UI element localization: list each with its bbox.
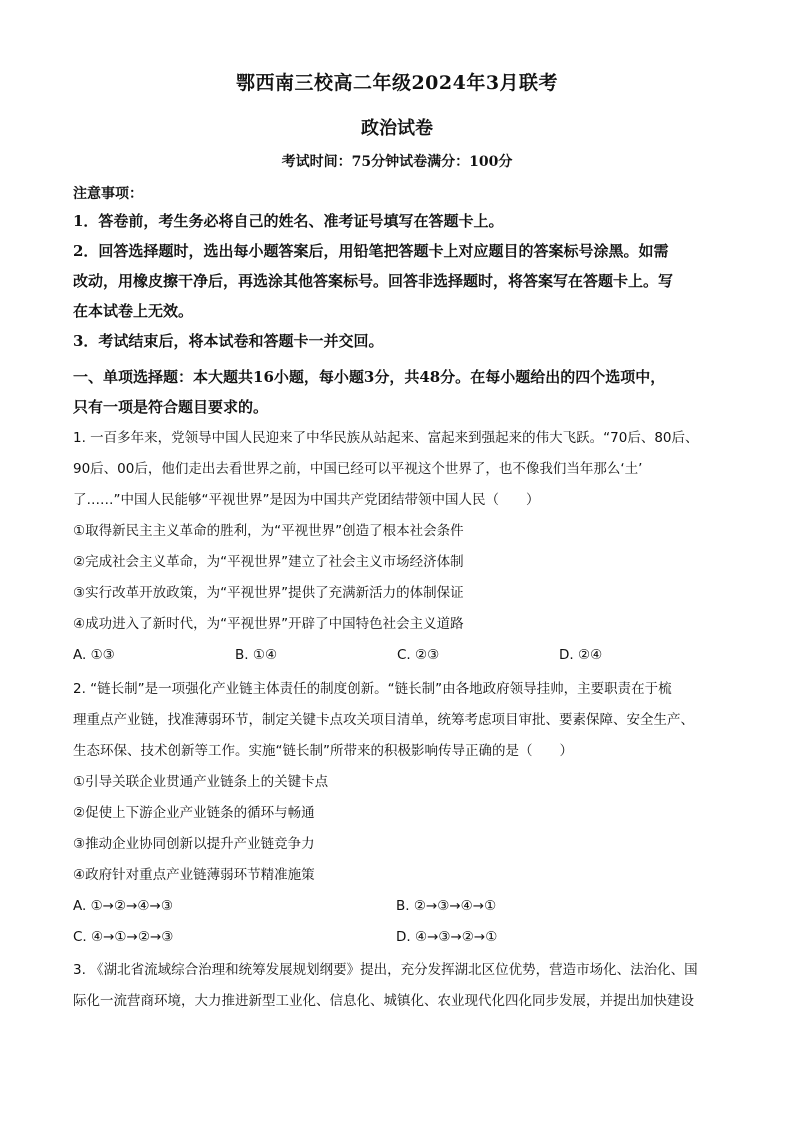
statement: ③实行改革开放政策，为“平视世界”提供了充满新活力的体制保证 — [73, 585, 464, 601]
option-a: A. ①→②→④→③ — [73, 898, 173, 914]
notes-list — [73, 206, 723, 356]
statement: ④政府针对重点产业链薄弱环节精准施策 — [73, 867, 315, 883]
option-c: C. ②③ — [397, 647, 440, 663]
section-heading — [73, 362, 723, 422]
option-b: B. ①④ — [235, 647, 278, 663]
answer-options — [73, 891, 725, 922]
question-3 — [73, 955, 725, 1017]
notes-heading: 注意事项： — [73, 186, 143, 202]
note-line: 3．考试结束后，将本试卷和答题卡一并交回。 — [73, 332, 384, 350]
question-stem-line: 理重点产业链，找准薄弱环节，制定关键卡点攻关项目清单，统筹考虑项目审批、要素保障、安全生产、 — [73, 712, 694, 728]
exam-subject: 政治试卷 — [361, 118, 433, 139]
question-2 — [73, 674, 725, 953]
note-line: 在本试卷上无效。 — [73, 302, 194, 320]
section-heading-line: 只有一项是符合题目要求的。 — [73, 398, 269, 416]
question-stem-line: 生态环保、技术创新等工作。实施“链长制”所带来的积极影响传导正确的是（ ） — [73, 743, 573, 759]
exam-title: 鄂西南三校高二年级2024年3月联考 — [235, 72, 559, 94]
exam-time-and-score: 考试时间：75分钟试卷满分：100分 — [281, 154, 513, 170]
option-b: B. ②→③→④→① — [396, 898, 497, 914]
question-stem-line: 1. 一百多年来，党领导中国人民迎来了中华民族从站起来、富起来到强起来的伟大飞跃。“70后、80后、 — [73, 430, 699, 446]
note-line: 1．答卷前，考生务必将自己的姓名、准考证号填写在答题卡上。 — [73, 212, 504, 230]
statement: ②完成社会主义革命，为“平视世界”建立了社会主义市场经济体制 — [73, 554, 464, 570]
note-line: 2．回答选择题时，选出每小题答案后，用铅笔把答题卡上对应题目的答案标号涂黑。如需 — [73, 242, 669, 260]
question-stem-line: 2. “链长制”是一项强化产业链主体责任的制度创新。“链长制”由各地政府领导挂帅，主要职责在于梳 — [73, 681, 672, 697]
question-stem-line: 际化一流营商环境，大力推进新型工业化、信息化、城镇化、农业现代化四化同步发展，并提出加快建设 — [73, 993, 694, 1009]
statement: ①引导关联企业贯通产业链条上的关键卡点 — [73, 774, 329, 790]
option-d: D. ②④ — [559, 647, 603, 663]
statement: ①取得新民主主义革命的胜利，为“平视世界”创造了根本社会条件 — [73, 523, 464, 539]
statement: ④成功进入了新时代，为“平视世界”开辟了中国特色社会主义道路 — [73, 616, 464, 632]
option-d: D. ④→③→②→① — [396, 929, 498, 945]
question-stem-line: 90后、00后，他们走出去看世界之前，中国已经可以平视这个世界了，也不像我们当年那么‘土’ — [73, 461, 643, 477]
statement: ③推动企业协同创新以提升产业链竞争力 — [73, 836, 315, 852]
question-1 — [73, 423, 725, 671]
answer-options — [73, 922, 725, 953]
statement: ②促使上下游企业产业链条的循环与畅通 — [73, 805, 315, 821]
section-heading-line: 一、单项选择题：本大题共16小题，每小题3分，共48分。在每小题给出的四个选项中， — [73, 368, 666, 386]
answer-options — [73, 640, 725, 671]
question-stem-line: 3. 《湖北省流域综合治理和统筹发展规划纲要》提出，充分发挥湖北区位优势，营造市场化、法治化、国 — [73, 962, 698, 978]
option-a: A. ①③ — [73, 647, 115, 663]
question-stem-line: 了……”中国人民能够“平视世界”是因为中国共产党团结带领中国人民（ ） — [73, 492, 540, 508]
option-c: C. ④→①→②→③ — [73, 929, 174, 945]
note-line: 改动，用橡皮擦干净后，再选涂其他答案标号。回答非选择题时，将答案写在答题卡上。写 — [73, 272, 674, 290]
